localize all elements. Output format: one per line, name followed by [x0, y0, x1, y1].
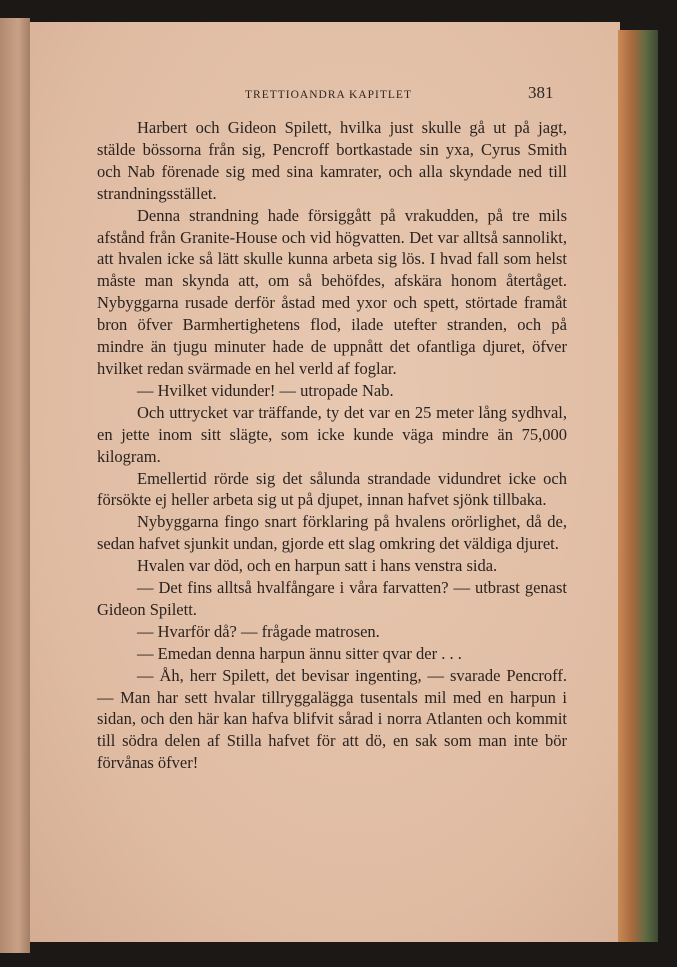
- paragraph: Nybyggarna fingo snart förklaring på hvalens orörlighet, då de, sedan hafvet sjunkit undan, gjorde ett slag omkring det väldiga djuret.: [97, 512, 567, 554]
- paragraph: — Åh, herr Spilett, det bevisar ingenting, — svarade Pencroff. — Man har sett hvalar tillryggalägga tusentals mil med en harpun i sidan, och den här kan hafva blifvit sårad i norra Atlanten och kommit till södra delen af Stilla hafvet för att dö, en sak som man inte bör förvånas öfver!: [97, 665, 567, 773]
- running-title: TRETTIOANDRA KAPITLET: [245, 89, 412, 101]
- page-number: 381: [528, 83, 554, 102]
- previous-page-edge: [0, 18, 30, 953]
- paragraph: Harbert och Gideon Spilett, hvilka just skulle gå ut på jagt, stälde bössorna från sig, Pencroff bortkastade sin yxa, Cyrus Smith och Nab förenade sig med sina kamrater, och alla skyndade ned till strandningsstället.: [97, 118, 567, 203]
- paragraph: — Emedan denna harpun ännu sitter qvar der . . .: [137, 643, 462, 663]
- paragraph: Hvalen var död, och en harpun satt i hans venstra sida.: [137, 556, 498, 576]
- paragraph: — Det fins alltså hvalfångare i våra farvatten? — utbrast genast Gideon Spilett.: [97, 578, 567, 619]
- paragraph: Emellertid rörde sig det sålunda strandade vidundret icke och försökte ej heller arbeta sig ut på djupet, innan hafvet sjönk tillbaka.: [97, 468, 567, 510]
- paragraph: Denna strandning hade försiggått på vrakudden, på tre mils afstånd från Granite-House och vid högvatten. Det var alltså sannolikt, att hvalen icke så lätt skulle kunna arbeta sig lös. I hvad fall som helst måste man skynda att, om så behöfdes, afskära honom återtåget. Nybyggarna rusade derför åstad med yxor och spett, störtade framåt bron öfver Barmhertighetens flod, ilade utefter stranden, och på mindre än tjugu minuter hade de uppnått det ofantliga djuret, öfver hvilket redan svärmade en hel verld af foglar.: [97, 205, 567, 378]
- paragraph: — Hvilket vidunder! — utropade Nab.: [137, 380, 394, 400]
- paragraph: Och uttrycket var träffande, ty det var en 25 meter lång sydhval, en jette inom sitt slägte, som icke kunde väga mindre än 75,000 kilogram.: [97, 402, 567, 466]
- paragraph: — Hvarför då? — frågade matrosen.: [137, 621, 380, 641]
- body-text: [97, 117, 567, 774]
- book-page: [30, 22, 620, 942]
- book-spine-edge: [618, 30, 658, 942]
